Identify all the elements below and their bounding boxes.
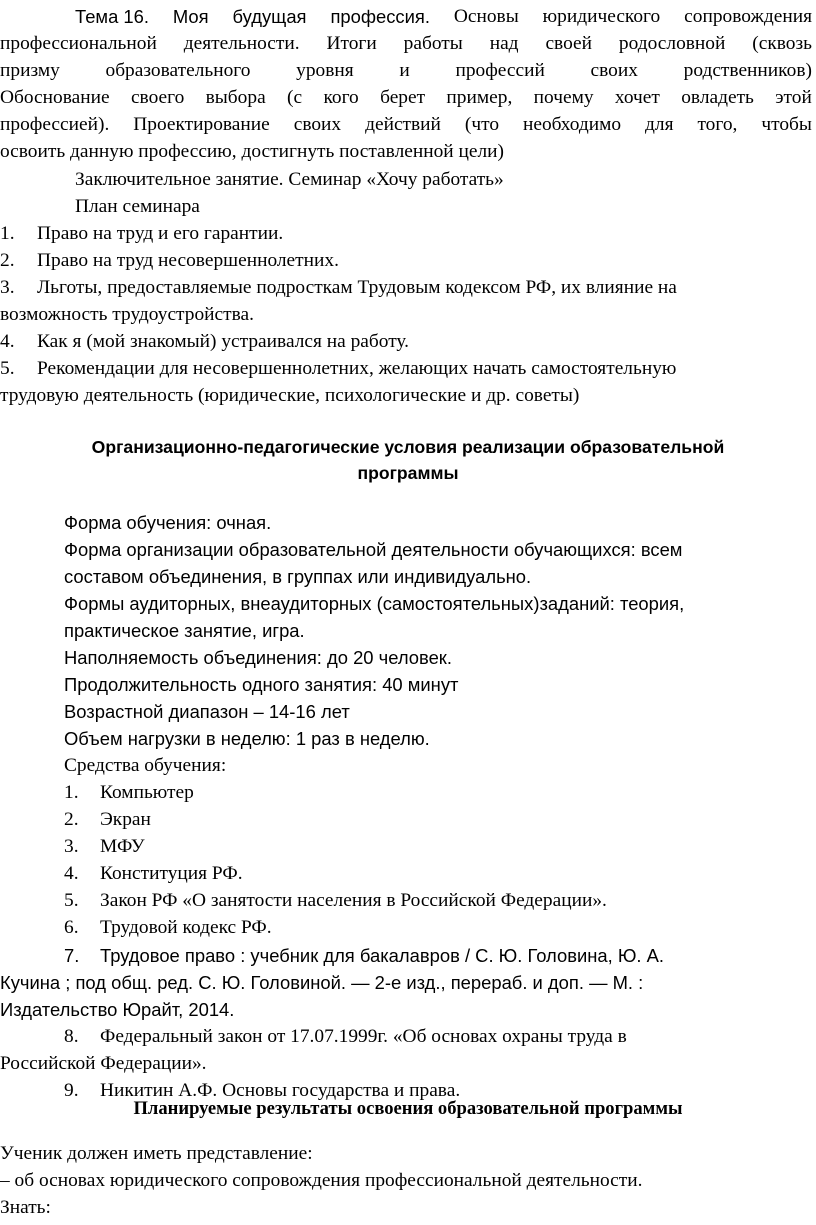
topic-word: Основы <box>453 6 519 27</box>
topic-word: Проектирование <box>133 114 270 135</box>
means-item <box>64 861 243 887</box>
item-text: Трудовой кодекс РФ. <box>100 917 272 938</box>
item-number: 3. <box>0 277 15 298</box>
item-number: 1. <box>0 223 15 244</box>
means-label: Средства обучения: <box>64 755 227 776</box>
topic-word: Тема 16. <box>75 6 149 27</box>
topic-word: профессией). <box>0 114 110 135</box>
topic-word: (с <box>287 87 303 108</box>
item-number: 4. <box>64 863 79 884</box>
seminar-item <box>0 248 339 274</box>
topic-word: работы <box>403 33 463 54</box>
seminar-item <box>0 329 409 355</box>
org-line: Возрастной диапазон – 14-16 лет <box>64 701 350 722</box>
topic-word: чтобы <box>761 114 812 135</box>
item-text: Компьютер <box>100 782 194 803</box>
topic-word: профессий <box>455 60 545 81</box>
topic-word: сопровождения <box>684 6 812 27</box>
topic-word: почему <box>533 87 594 108</box>
item-text: Льготы, предоставляемые подросткам Трудовым кодексом РФ, их влияние на <box>37 277 677 298</box>
item-number: 1. <box>64 782 79 803</box>
org-heading-line-2: программы <box>357 463 459 483</box>
item-number: 3. <box>64 836 79 857</box>
topic-line-2 <box>0 31 812 57</box>
org-line: Наполняемость объединения: до 20 человек. <box>64 647 452 668</box>
topic-word: родственников) <box>683 60 812 81</box>
org-line: Формы аудиторных, внеаудиторных (самостоятельных)заданий: теория, <box>64 593 685 614</box>
topic-word: кого <box>323 87 359 108</box>
seminar-plan-label: План семинара <box>75 196 200 217</box>
topic-word: этой <box>775 87 812 108</box>
item-number: 9. <box>64 1080 79 1101</box>
results-line: Знать: <box>0 1197 51 1218</box>
item-text: Право на труд и его гарантии. <box>37 223 284 244</box>
item-text: Закон РФ «О занятости населения в Российской Федерации». <box>100 890 607 911</box>
means-item-continuation: Издательство Юрайт, 2014. <box>0 999 235 1020</box>
topic-line-6: освоить данную профессию, достигнуть поставленной цели) <box>0 141 505 162</box>
topic-word: (что <box>464 114 500 135</box>
org-line: практическое занятие, игра. <box>64 620 305 641</box>
topic-line-5 <box>0 112 812 138</box>
item-number: 7. <box>64 945 80 966</box>
org-heading-line-1: Организационно-педагогические условия реализации образовательной <box>91 437 725 457</box>
results-heading: Планируемые результаты освоения образовательной программы <box>133 1098 683 1119</box>
seminar-title: Заключительное занятие. Семинар «Хочу работать» <box>75 169 504 190</box>
topic-word: Итоги <box>326 33 377 54</box>
seminar-item-continuation: трудовую деятельность (юридические, психологические и др. советы) <box>0 385 580 406</box>
topic-line-4 <box>0 85 812 111</box>
topic-word: пример, <box>446 87 513 108</box>
topic-line-3 <box>0 58 812 84</box>
topic-word: своей <box>545 33 592 54</box>
topic-word: профессиональной <box>0 33 157 54</box>
item-text: МФУ <box>100 836 145 857</box>
means-item <box>64 888 607 914</box>
org-line: Форма организации образовательной деятельности обучающихся: всем <box>64 539 683 560</box>
means-item <box>64 915 272 941</box>
item-number: 4. <box>0 331 15 352</box>
results-line: Ученик должен иметь представление: <box>0 1143 313 1164</box>
item-number: 6. <box>64 917 79 938</box>
topic-word: необходимо <box>522 114 622 135</box>
topic-word: деятельности. <box>183 33 300 54</box>
topic-word: своих <box>293 114 342 135</box>
item-number: 8. <box>64 1026 79 1047</box>
seminar-item <box>0 221 283 247</box>
means-item <box>64 780 194 806</box>
item-number: 5. <box>0 358 15 379</box>
item-text: Конституция РФ. <box>100 863 243 884</box>
item-text: Как я (мой знакомый) устраивался на работу. <box>37 331 410 352</box>
means-item-continuation: Кучина ; под общ. ред. С. Ю. Головиной. — 2-е изд., перераб. и доп. — М. : <box>0 972 644 993</box>
org-line: Продолжительность одного занятия: 40 минут <box>64 674 459 695</box>
topic-word: образовательного <box>105 60 251 81</box>
topic-word: своего <box>130 87 185 108</box>
org-line: Объем нагрузки в неделю: 1 раз в неделю. <box>64 728 430 749</box>
means-item <box>64 807 151 833</box>
item-text: Рекомендации для несовершеннолетних, желающих начать самостоятельную <box>37 358 677 379</box>
seminar-item <box>0 356 676 382</box>
topic-word: овладеть <box>681 87 754 108</box>
results-line: – об основах юридического сопровождения профессиональной деятельности. <box>0 1170 643 1191</box>
means-item <box>64 943 664 969</box>
item-text: Право на труд несовершеннолетних. <box>37 250 339 271</box>
item-text: Экран <box>100 809 151 830</box>
topic-word: юридического <box>542 6 661 27</box>
item-number: 5. <box>64 890 79 911</box>
topic-word: Обоснование <box>0 87 110 108</box>
org-line: составом объединения, в группах или индивидуально. <box>64 566 532 587</box>
topic-word: своих <box>590 60 638 81</box>
topic-word: Моя <box>172 6 209 27</box>
topic-word: действий <box>365 114 441 135</box>
means-item <box>64 1024 627 1050</box>
item-text: Никитин А.Ф. Основы государства и права. <box>100 1080 461 1101</box>
topic-line-1 <box>75 4 812 30</box>
org-line: Форма обучения: очная. <box>64 512 272 533</box>
item-number: 2. <box>0 250 15 271</box>
topic-word: выбора <box>205 87 266 108</box>
means-item-continuation: Российской Федерации». <box>0 1053 207 1074</box>
seminar-item-continuation: возможность трудоустройства. <box>0 304 254 325</box>
topic-word: уровня <box>296 60 354 81</box>
topic-word: берет <box>380 87 426 108</box>
topic-word: будущая <box>232 6 307 27</box>
topic-word: призму <box>0 60 60 81</box>
item-number: 2. <box>64 809 79 830</box>
seminar-item <box>0 275 677 301</box>
topic-word: (сквозь <box>752 33 812 54</box>
topic-word: того, <box>697 114 738 135</box>
topic-word: хочет <box>614 87 660 108</box>
topic-word: профессия. <box>330 6 430 27</box>
item-text: Трудовое право : учебник для бакалавров / С. Ю. Головина, Ю. А. <box>100 945 665 966</box>
topic-word: для <box>645 114 674 135</box>
topic-word: и <box>399 60 410 81</box>
item-text: Федеральный закон от 17.07.1999г. «Об основах охраны труда в <box>100 1026 627 1047</box>
topic-word: родословной <box>618 33 726 54</box>
topic-word: над <box>489 33 519 54</box>
means-item <box>64 834 145 860</box>
